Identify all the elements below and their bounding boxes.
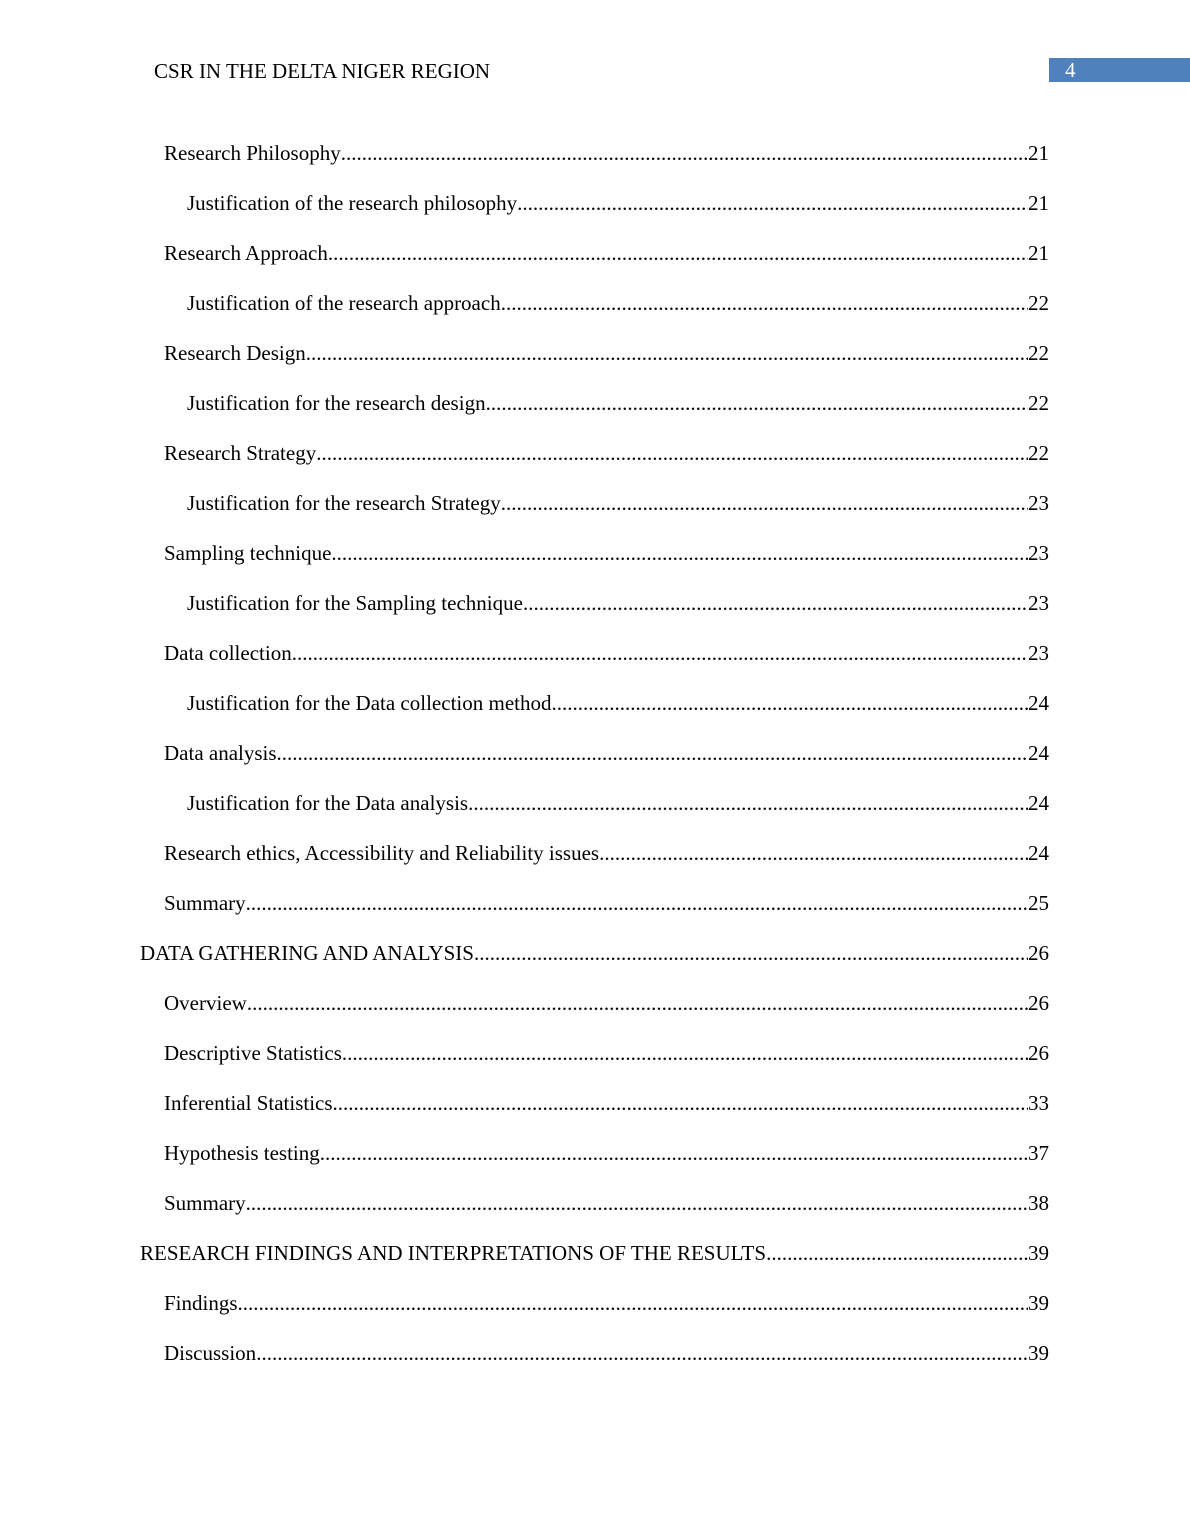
toc-entry[interactable] (0, 588, 1190, 638)
toc-entry[interactable] (0, 188, 1190, 238)
toc-dot-leader (486, 388, 1028, 418)
toc-entry-label: Justification for the research Strategy (187, 491, 501, 515)
toc-entry-label: Findings (164, 1291, 238, 1315)
toc-entry-page-number: 22 (1028, 291, 1049, 315)
toc-entry-label: Research Design (164, 341, 306, 365)
toc-dot-leader (292, 638, 1028, 668)
toc-entry-page-number: 23 (1028, 541, 1049, 565)
toc-entry-label: DATA GATHERING AND ANALYSIS (140, 941, 474, 965)
toc-dot-leader (517, 188, 1028, 218)
toc-entry-label: Justification for the Data collection method (187, 691, 552, 715)
toc-entry-label: Justification for the research design (187, 391, 486, 415)
running-header-title: CSR IN THE DELTA NIGER REGION (154, 59, 491, 83)
toc-entry-label: Discussion (164, 1341, 257, 1365)
toc-entry[interactable] (0, 1138, 1190, 1188)
toc-dot-leader (328, 238, 1028, 268)
toc-dot-leader (256, 1338, 1028, 1368)
toc-entry[interactable] (0, 138, 1190, 188)
toc-dot-leader (474, 938, 1028, 968)
toc-entry-label: Summary (164, 891, 246, 915)
toc-dot-leader (238, 1288, 1028, 1318)
toc-entry-label: Overview (164, 991, 247, 1015)
toc-entry-label: RESEARCH FINDINGS AND INTERPRETATIONS OF THE RESULTS (140, 1241, 767, 1265)
toc-dot-leader (766, 1238, 1028, 1268)
toc-entry-label: Research Philosophy (164, 141, 341, 165)
toc-dot-leader (341, 138, 1028, 168)
toc-dot-leader (501, 288, 1028, 318)
toc-dot-leader (342, 1038, 1028, 1068)
toc-entry[interactable] (0, 638, 1190, 688)
toc-entry[interactable] (0, 1088, 1190, 1138)
toc-entry-page-number: 23 (1028, 491, 1049, 515)
toc-entry-label: Justification for the Data analysis (187, 791, 469, 815)
toc-entry[interactable] (0, 238, 1190, 288)
toc-dot-leader (468, 788, 1028, 818)
toc-entry[interactable] (0, 538, 1190, 588)
toc-entry-label: Summary (164, 1191, 246, 1215)
toc-entry-page-number: 23 (1028, 591, 1049, 615)
toc-entry[interactable] (0, 738, 1190, 788)
toc-entry-page-number: 39 (1028, 1341, 1049, 1365)
toc-dot-leader (333, 1088, 1028, 1118)
toc-entry-label: Research Approach (164, 241, 328, 265)
toc-entry-label: Justification of the research philosophy (187, 191, 518, 215)
toc-entry-page-number: 33 (1028, 1091, 1049, 1115)
toc-entry-page-number: 22 (1028, 391, 1049, 415)
toc-entry-page-number: 21 (1028, 191, 1049, 215)
toc-entry-label: Descriptive Statistics (164, 1041, 342, 1065)
toc-entry-label: Justification of the research approach (187, 291, 501, 315)
toc-entry[interactable] (0, 1038, 1190, 1088)
toc-dot-leader (246, 888, 1028, 918)
page-number-badge (1049, 58, 1190, 82)
toc-dot-leader (306, 338, 1028, 368)
toc-entry[interactable] (0, 1288, 1190, 1338)
toc-dot-leader (551, 688, 1028, 718)
toc-dot-leader (246, 1188, 1028, 1218)
toc-entry[interactable] (0, 388, 1190, 438)
toc-entry[interactable] (0, 988, 1190, 1038)
table-of-contents (0, 138, 1190, 1388)
toc-entry-page-number: 22 (1028, 341, 1049, 365)
toc-entry[interactable] (0, 338, 1190, 388)
toc-entry-label: Sampling technique (164, 541, 332, 565)
toc-entry-page-number: 39 (1028, 1291, 1049, 1315)
toc-entry-label: Data collection (164, 641, 292, 665)
toc-entry[interactable] (0, 938, 1190, 988)
toc-entry-page-number: 24 (1028, 741, 1049, 765)
toc-entry-page-number: 21 (1028, 141, 1049, 165)
toc-dot-leader (277, 738, 1028, 768)
toc-entry-label: Research Strategy (164, 441, 317, 465)
toc-entry-page-number: 23 (1028, 641, 1049, 665)
toc-dot-leader (331, 538, 1028, 568)
toc-entry-page-number: 24 (1028, 841, 1049, 865)
toc-entry-page-number: 38 (1028, 1191, 1049, 1215)
toc-entry-label: Data analysis (164, 741, 277, 765)
toc-entry-page-number: 21 (1028, 241, 1049, 265)
toc-entry-page-number: 24 (1028, 691, 1049, 715)
toc-entry[interactable] (0, 1338, 1190, 1388)
toc-entry-label: Research ethics, Accessibility and Reliability issues (164, 841, 600, 865)
toc-entry[interactable] (0, 438, 1190, 488)
toc-entry[interactable] (0, 688, 1190, 738)
toc-dot-leader (501, 488, 1028, 518)
toc-dot-leader (247, 988, 1028, 1018)
toc-dot-leader (320, 1138, 1028, 1168)
toc-entry-page-number: 25 (1028, 891, 1049, 915)
toc-entry-page-number: 37 (1028, 1141, 1049, 1165)
toc-entry[interactable] (0, 488, 1190, 538)
toc-entry-page-number: 24 (1028, 791, 1049, 815)
toc-entry[interactable] (0, 288, 1190, 338)
toc-entry-page-number: 22 (1028, 441, 1049, 465)
toc-entry-page-number: 26 (1028, 941, 1049, 965)
toc-dot-leader (599, 838, 1028, 868)
toc-entry[interactable] (0, 788, 1190, 838)
toc-entry-label: Justification for the Sampling technique (187, 591, 523, 615)
toc-dot-leader (316, 438, 1028, 468)
toc-entry-page-number: 39 (1028, 1241, 1049, 1265)
toc-entry-page-number: 26 (1028, 991, 1049, 1015)
toc-entry-label: Inferential Statistics (164, 1091, 333, 1115)
toc-entry[interactable] (0, 888, 1190, 938)
toc-entry-page-number: 26 (1028, 1041, 1049, 1065)
page-number: 4 (1065, 58, 1076, 82)
toc-entry[interactable] (0, 1188, 1190, 1238)
toc-entry[interactable] (0, 1238, 1190, 1288)
toc-entry[interactable] (0, 838, 1190, 888)
toc-dot-leader (523, 588, 1028, 618)
toc-entry-label: Hypothesis testing (164, 1141, 320, 1165)
